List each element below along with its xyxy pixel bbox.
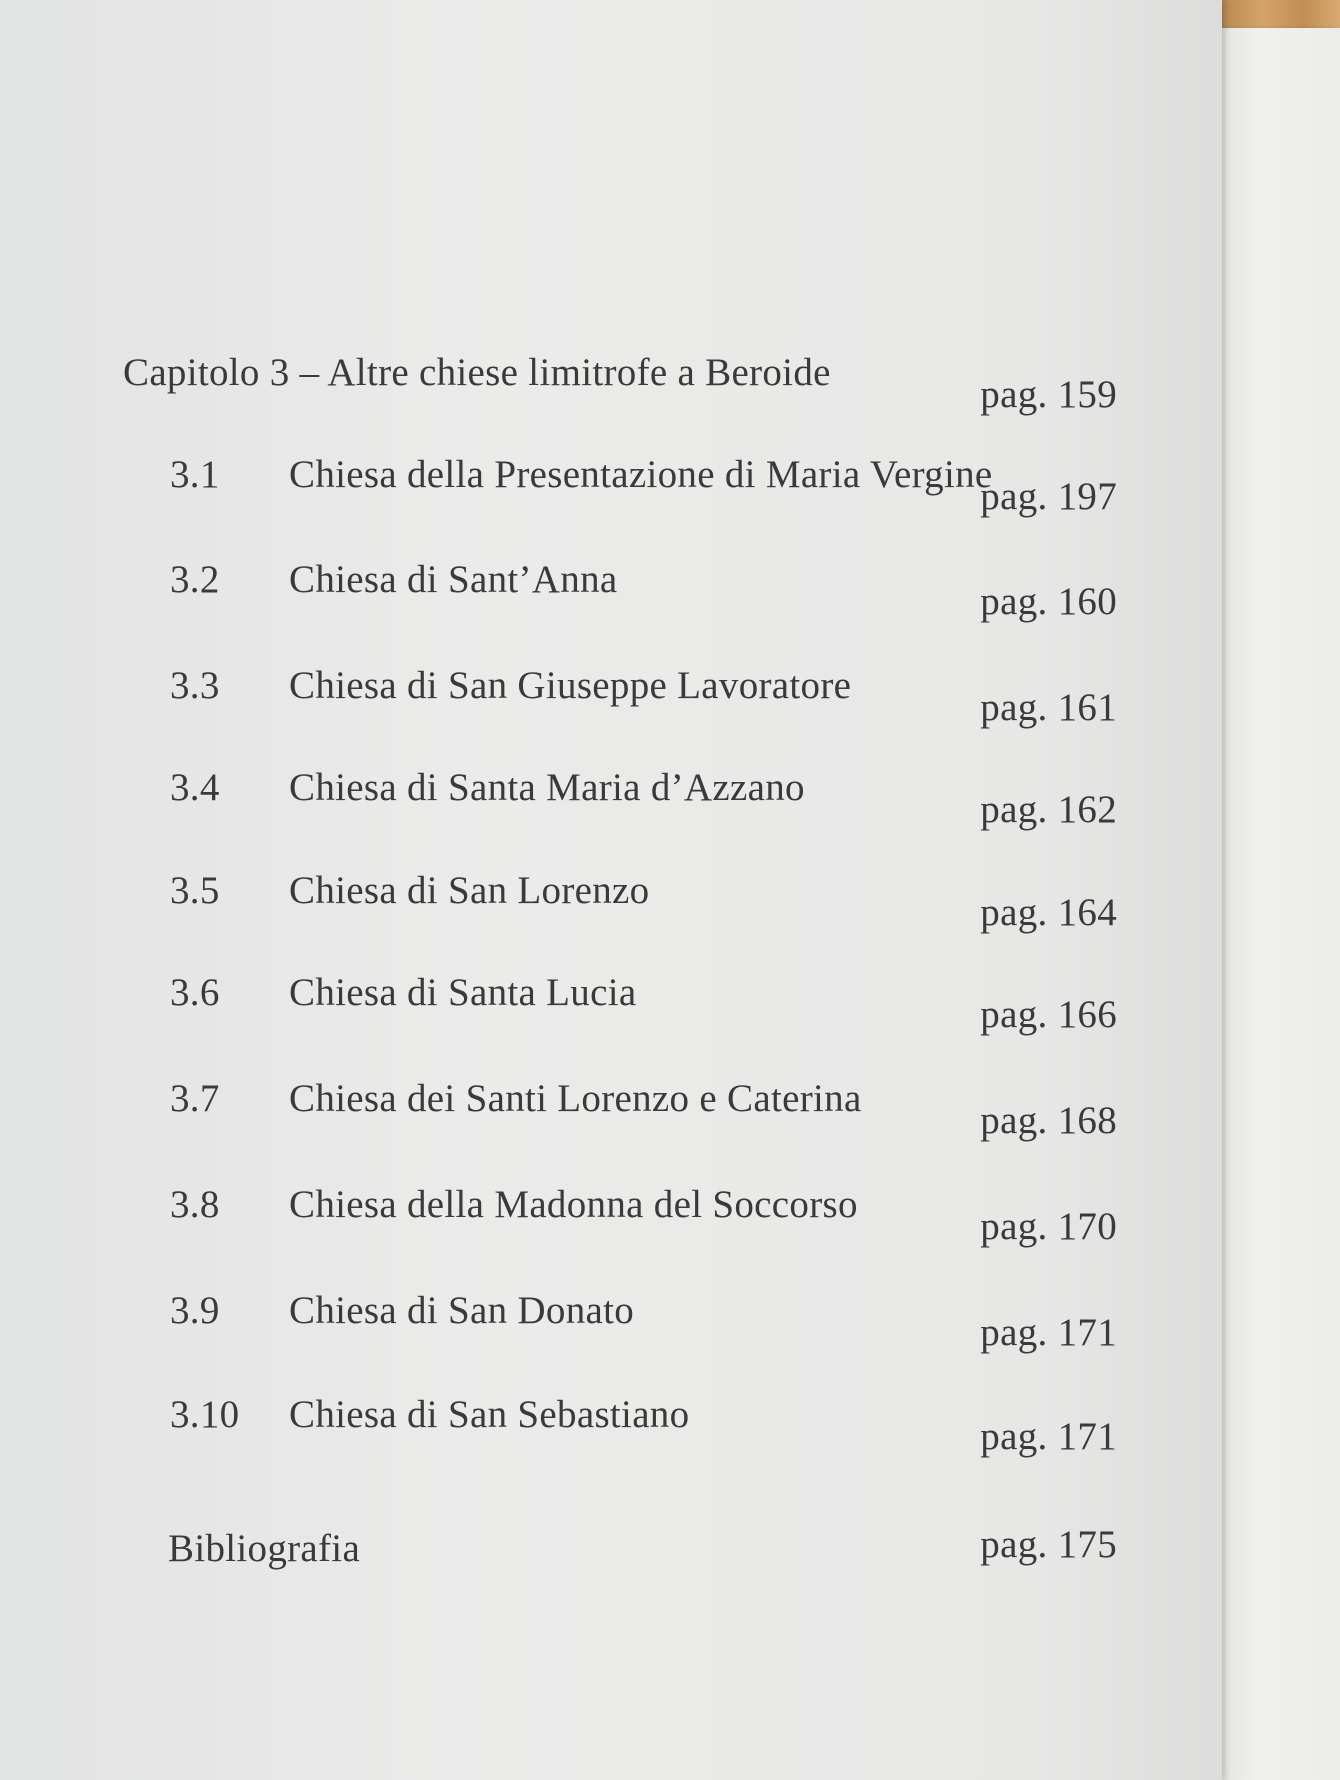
section-number: 3.10: [170, 1393, 240, 1436]
section-title: Chiesa di San Sebastiano: [289, 1393, 690, 1436]
bibliography-title: Bibliografia: [168, 1527, 361, 1570]
section-page-ref: pag. 164: [980, 891, 1117, 934]
section-title: Chiesa di Sant’Anna: [289, 558, 618, 601]
toc-entry: [0, 1076, 1140, 1142]
toc-entry: [0, 1288, 1140, 1354]
bibliography-page-ref: pag. 175: [980, 1523, 1117, 1566]
section-title: Chiesa di Santa Maria d’Azzano: [289, 766, 805, 809]
section-number: 3.8: [170, 1183, 220, 1226]
toc-entry: [0, 452, 1140, 518]
section-page-ref: pag. 171: [980, 1311, 1117, 1354]
section-page-ref: pag. 168: [980, 1099, 1117, 1142]
section-page-ref: pag. 170: [980, 1205, 1117, 1248]
section-page-ref: pag. 161: [980, 686, 1117, 729]
toc-entry: [0, 1392, 1140, 1458]
chapter-title: Capitolo 3 – Altre chiese limitrofe a Beroide: [123, 351, 831, 394]
section-title: Chiesa di Santa Lucia: [289, 971, 637, 1014]
bibliography-entry: [0, 1523, 1140, 1586]
section-title: Chiesa di San Lorenzo: [289, 869, 650, 912]
section-page-ref: pag. 160: [980, 580, 1117, 623]
toc-entry: [0, 557, 1140, 623]
section-title: Chiesa di San Donato: [289, 1289, 635, 1332]
toc-entry: [0, 970, 1140, 1036]
toc-entry: [0, 868, 1140, 934]
toc-entry: [0, 765, 1140, 831]
section-number: 3.2: [170, 558, 220, 601]
chapter-entry: [0, 350, 1140, 416]
next-page-edge: [1222, 28, 1340, 1780]
section-number: 3.9: [170, 1289, 220, 1332]
section-title: Chiesa della Madonna del Soccorso: [289, 1183, 858, 1226]
section-page-ref: pag. 197: [980, 475, 1117, 518]
section-number: 3.3: [170, 664, 220, 707]
section-page-ref: pag. 171: [980, 1415, 1117, 1458]
section-number: 3.1: [170, 453, 220, 496]
section-number: 3.6: [170, 971, 220, 1014]
toc-entry: [0, 663, 1140, 729]
section-page-ref: pag. 162: [980, 788, 1117, 831]
section-title: Chiesa di San Giuseppe Lavoratore: [289, 664, 852, 707]
section-title: Chiesa dei Santi Lorenzo e Caterina: [289, 1077, 862, 1120]
toc-entry: [0, 1182, 1140, 1248]
section-number: 3.7: [170, 1077, 220, 1120]
section-title: Chiesa della Presentazione di Maria Vergine: [289, 453, 993, 496]
section-number: 3.4: [170, 766, 220, 809]
section-page-ref: pag. 166: [980, 993, 1117, 1036]
section-number: 3.5: [170, 869, 220, 912]
chapter-page-ref: pag. 159: [980, 373, 1117, 416]
